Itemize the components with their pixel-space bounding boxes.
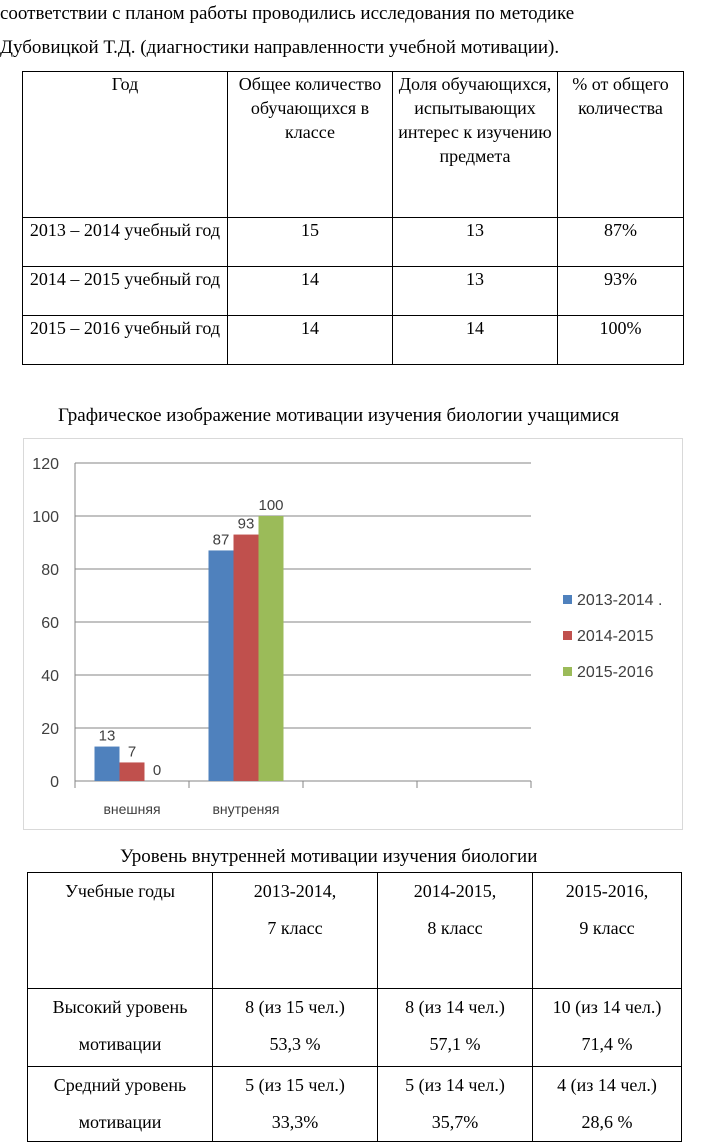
cell <box>533 989 682 1067</box>
cell-year: 2014 – 2015 учебный год <box>23 267 228 316</box>
header-grade-3: 9 класс <box>579 918 635 938</box>
row-label-line-2: мотивации <box>78 1034 162 1054</box>
y-tick-label: 100 <box>32 509 59 526</box>
row-label-line-1: Высокий уровень <box>52 997 188 1017</box>
header-grade-1: 7 класс <box>267 918 323 938</box>
cell-share: 13 <box>393 218 558 267</box>
bar <box>120 762 145 781</box>
cell-percent: 71,4 % <box>581 1034 633 1054</box>
study-results-table <box>22 71 684 365</box>
cell-count: 8 (из 14 чел.) <box>405 997 505 1017</box>
row-label <box>28 1067 213 1142</box>
cell <box>213 989 378 1067</box>
y-tick-label: 80 <box>41 562 59 579</box>
header-total: Общее количество обучающихся в классе <box>228 72 393 218</box>
cell <box>378 1067 533 1142</box>
y-tick-label: 20 <box>41 721 59 738</box>
data-label: 13 <box>98 727 116 745</box>
table-row <box>23 316 684 365</box>
table-row <box>23 218 684 267</box>
legend-label: 2015-2016 <box>577 664 654 681</box>
cell-count: 4 (из 14 чел.) <box>557 1075 657 1095</box>
chart-caption: Графическое изображение мотивации изучения биологии учащимися <box>58 405 620 426</box>
header-years-3: 2015-2016, <box>565 881 649 901</box>
cell-year: 2015 – 2016 учебный год <box>23 316 228 365</box>
cell <box>213 1067 378 1142</box>
bar <box>209 550 234 781</box>
cell-year: 2013 – 2014 учебный год <box>23 218 228 267</box>
y-tick-label: 0 <box>50 774 59 791</box>
intro-line-2: Дубовицкой Т.Д. (диагностики направленности учебной мотивации). <box>0 37 560 58</box>
table-row <box>28 1067 682 1142</box>
cell-count: 5 (из 14 чел.) <box>405 1075 505 1095</box>
x-tick-label: внутреняя <box>212 801 280 817</box>
cell <box>533 1067 682 1142</box>
data-label: 93 <box>237 515 255 533</box>
header-share: Доля обучающихся, испытывающих интерес к изучению предмета <box>393 72 558 218</box>
header-percent: % от общего количества <box>558 72 684 218</box>
cell-share: 13 <box>393 267 558 316</box>
cell-percent: 33,3% <box>271 1112 319 1132</box>
data-label: 100 <box>258 497 284 514</box>
legend-swatch <box>563 595 572 604</box>
table-header-row <box>23 72 684 218</box>
table-row <box>23 267 684 316</box>
cell-share: 14 <box>393 316 558 365</box>
header-col-1 <box>213 873 378 989</box>
data-label: 7 <box>127 743 137 761</box>
data-label: 87 <box>212 531 230 549</box>
cell-count: 10 (из 14 чел.) <box>552 997 662 1017</box>
cell-percent: 28,6 % <box>581 1112 633 1132</box>
motivation-bar-chart <box>23 438 683 830</box>
table-row <box>28 989 682 1067</box>
bar <box>234 535 259 781</box>
cell <box>378 989 533 1067</box>
intro-line-1: соответствии с планом работы проводились исследования по методике <box>0 3 575 24</box>
cell-percent: 93% <box>558 267 684 316</box>
header-col-2 <box>378 873 533 989</box>
bar <box>95 747 120 781</box>
y-tick-label: 60 <box>41 615 59 632</box>
cell-total: 14 <box>228 267 393 316</box>
header-years-1: 2013-2014, <box>253 881 337 901</box>
bar <box>259 516 284 781</box>
cell-percent: 57,1 % <box>429 1034 481 1054</box>
x-tick-label: внешняя <box>103 801 161 817</box>
cell-count: 5 (из 15 чел.) <box>245 1075 345 1095</box>
table2-caption: Уровень внутренней мотивации изучения биологии <box>120 846 538 867</box>
table-header-row <box>28 873 682 989</box>
data-label: 0 <box>152 762 162 779</box>
legend-swatch <box>563 631 572 640</box>
legend-label: 2014-2015 <box>577 628 654 645</box>
y-tick-label: 120 <box>32 456 59 473</box>
row-label-line-2: мотивации <box>78 1112 162 1132</box>
header-col-3 <box>533 873 682 989</box>
y-tick-label: 40 <box>41 668 59 685</box>
header-grade-2: 8 класс <box>427 918 483 938</box>
cell-percent: 100% <box>558 316 684 365</box>
cell-total: 14 <box>228 316 393 365</box>
cell-count: 8 (из 15 чел.) <box>245 997 345 1017</box>
row-label <box>28 989 213 1067</box>
header-years-label: Учебные годы <box>65 881 175 901</box>
legend-swatch <box>563 667 572 676</box>
cell-percent: 53,3 % <box>269 1034 321 1054</box>
cell-percent: 35,7% <box>431 1112 479 1132</box>
legend-label: 2013-2014 . <box>577 592 663 609</box>
header-years <box>28 873 213 989</box>
cell-total: 15 <box>228 218 393 267</box>
motivation-level-table <box>27 872 682 1142</box>
cell-percent: 87% <box>558 218 684 267</box>
row-label-line-1: Средний уровень <box>53 1075 187 1095</box>
header-year: Год <box>23 72 228 218</box>
header-years-2: 2014-2015, <box>413 881 497 901</box>
